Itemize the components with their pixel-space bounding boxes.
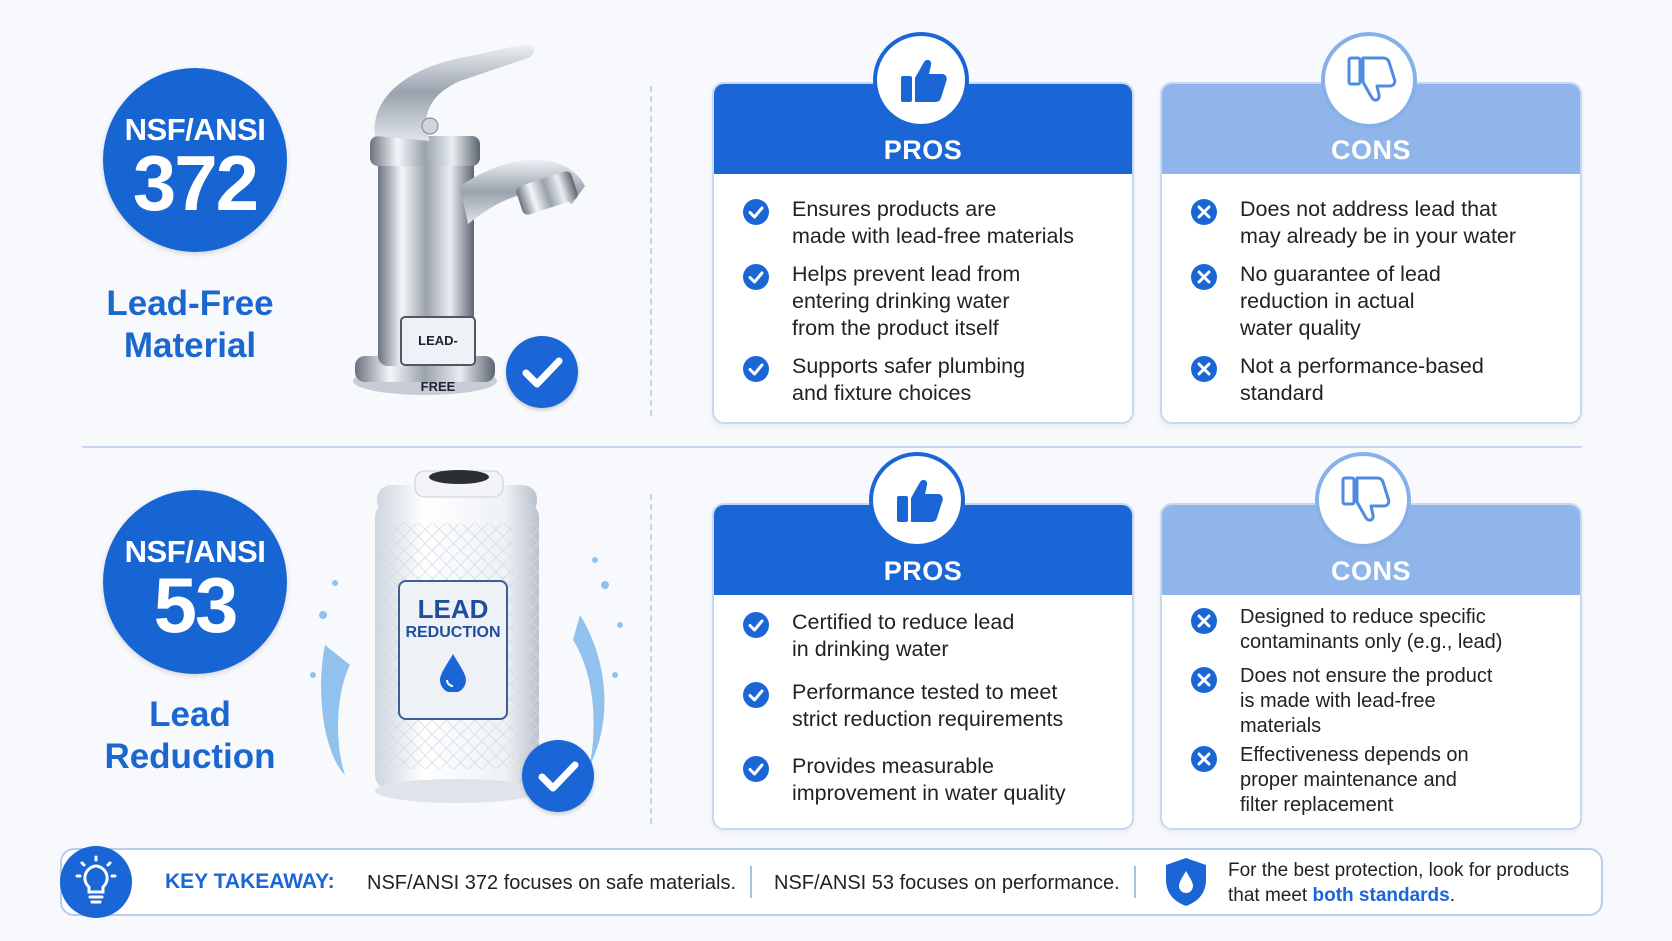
pros-title: PROS (883, 135, 963, 165)
water-drop-icon (400, 652, 506, 697)
vertical-divider (650, 86, 652, 416)
shield-drop-icon (1163, 856, 1209, 908)
cons-title: CONS (1330, 135, 1411, 165)
pros-card-372 (712, 82, 1134, 424)
cons-card-372 (1160, 82, 1582, 424)
list-item-text: Performance tested to meet strict reduction requirements (792, 680, 1064, 731)
list-item-text: Helps prevent lead from entering drinking water from the product itself (792, 262, 1021, 340)
takeaway-point-372: NSF/ANSI 372 focuses on safe materials. (367, 872, 737, 894)
takeaway-suffix: . (1449, 885, 1456, 906)
faucet-image (350, 36, 620, 416)
check-icon (742, 681, 770, 709)
x-icon (1190, 666, 1218, 694)
lead-reduction-tag (398, 580, 508, 720)
takeaway-prefix: that meet (1228, 885, 1313, 906)
check-icon (742, 198, 770, 226)
footer-divider (750, 866, 752, 898)
badge-standard-label: NSF/ANSI (124, 534, 266, 569)
badge-standard-label: NSF/ANSI (124, 112, 266, 147)
section-subtitle-53 (60, 694, 320, 778)
section-divider (82, 446, 1582, 448)
check-icon (742, 611, 770, 639)
vertical-divider (650, 494, 652, 824)
takeaway-point-both (1228, 860, 1569, 907)
list-item-text: No guarantee of lead reduction in actual water quality (1240, 262, 1441, 340)
list-item-text: Effectiveness depends on proper maintenance and filter replacement (1240, 744, 1469, 816)
subtitle-line: Material (123, 326, 257, 365)
subtitle-line: Lead-Free (106, 284, 274, 323)
thumbs-down-icon (1315, 452, 1411, 548)
subtitle-line: Reduction (104, 737, 276, 776)
lead-free-tag: LEAD-FREE (400, 316, 476, 366)
takeaway-point-53: NSF/ANSI 53 focuses on performance. (774, 872, 1120, 894)
cons-card-53 (1160, 503, 1582, 830)
pros-title: PROS (883, 556, 963, 586)
list-item-text: Does not ensure the product is made with lead-free materials (1240, 665, 1493, 737)
thumbs-down-icon (1321, 32, 1417, 128)
takeaway-label: KEY TAKEAWAY: (165, 870, 335, 893)
both-standards-emphasis: both standards (1312, 885, 1450, 906)
x-icon (1190, 263, 1218, 291)
list-item-text: Provides measurable improvement in water quality (792, 754, 1066, 805)
cons-title: CONS (1330, 556, 1411, 586)
takeaway-line: For the best protection, look for products (1228, 860, 1570, 881)
tag-line: LEAD (417, 594, 489, 624)
x-icon (1190, 745, 1218, 773)
badge-number: 53 (153, 561, 237, 649)
list-item-text: Does not address lead that may already be in your water (1240, 197, 1517, 248)
x-icon (1190, 198, 1218, 226)
list-item-text: Designed to reduce specific contaminants only (e.g., lead) (1240, 606, 1503, 653)
list-item-text: Ensures products are made with lead-free materials (792, 197, 1075, 248)
section-subtitle-372 (60, 283, 320, 367)
check-icon (742, 263, 770, 291)
check-badge-icon (506, 336, 578, 408)
subtitle-line: Lead (149, 695, 231, 734)
badge-53 (103, 490, 287, 674)
badge-372 (103, 68, 287, 252)
list-item-text: Certified to reduce lead in drinking water (792, 610, 1015, 661)
x-icon (1190, 607, 1218, 635)
pros-card-53 (712, 503, 1134, 830)
badge-number: 372 (132, 139, 258, 227)
list-item-text: Supports safer plumbing and fixture choices (792, 354, 1026, 405)
thumbs-up-icon (869, 452, 965, 548)
footer-divider (1134, 866, 1136, 898)
check-badge-icon (522, 740, 594, 812)
list-item-text: Not a performance-based standard (1240, 354, 1484, 405)
check-icon (742, 355, 770, 383)
tag-line: REDUCTION (405, 624, 501, 641)
takeaway-line (1228, 885, 1569, 907)
x-icon (1190, 355, 1218, 383)
lightbulb-icon (60, 846, 132, 918)
check-icon (742, 755, 770, 783)
thumbs-up-icon (873, 32, 969, 128)
